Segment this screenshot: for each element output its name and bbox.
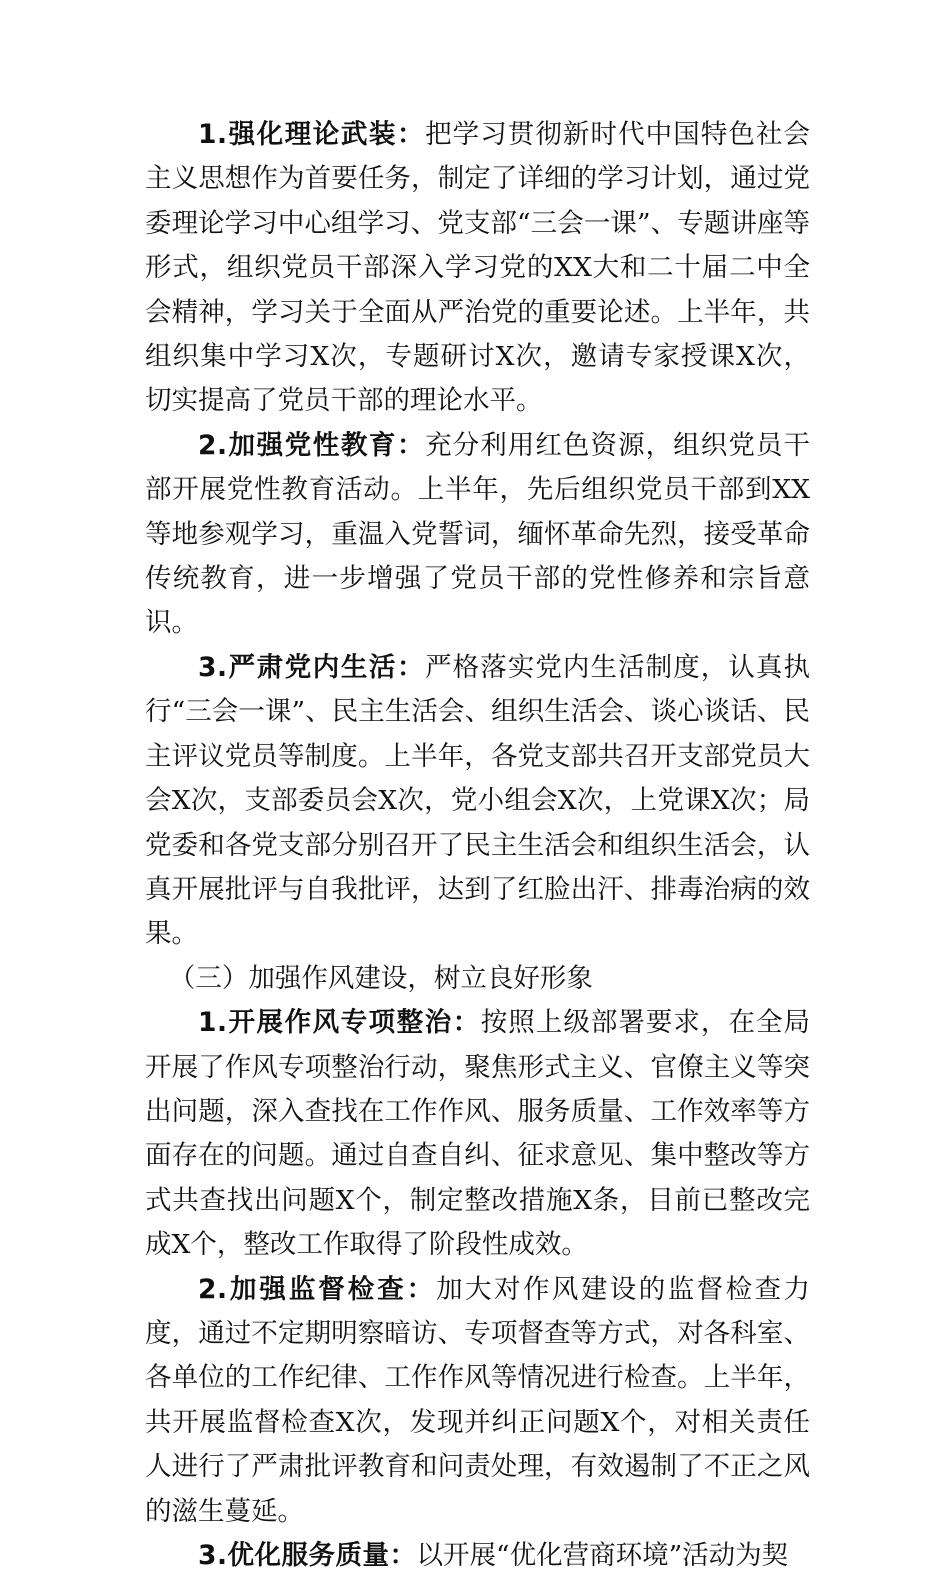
paragraph-body: 加大对作风建设的监督检查力度，通过不定期明察暗访、专项督查等方式，对各科室、各单位的工作纪律、工作作风等情况进行检查。上半年，共开展监督检查X次，发现并纠正问题X个，对相关责任人进行了严肃批评教育和问责处理，有效遏制了不正之风的滋生蔓延。 bbox=[145, 1273, 810, 1527]
paragraph-heading: 1.开展作风专项整治： bbox=[198, 1007, 481, 1039]
paragraph-body: 以开展“优化营商环境”活动为契 bbox=[416, 1540, 789, 1571]
section-title: （三）加强作风建设，树立良好形象 bbox=[168, 962, 593, 994]
paragraph-style-rectification bbox=[145, 1001, 810, 1267]
paragraph-heading: 3.优化服务质量： bbox=[198, 1540, 417, 1571]
paragraph-body: 按照上级部署要求，在全局开展了作风专项整治行动，聚焦形式主义、官僚主义等突出问题，深入查找在工作作风、服务质量、工作效率等方面存在的问题。通过自查自纠、征求意见、集中整改等方式共查找出问题X个，制定整改措施X条，目前已整改完成X个，整改工作取得了阶段性成效。 bbox=[145, 1007, 811, 1261]
paragraph-body: 把学习贯彻新时代中国特色社会主义思想作为首要任务，制定了详细的学习计划，通过党委理论学习中心组学习、党支部“三会一课”、专题讲座等形式，组织党员干部深入学习党的XX大和二十届二中全会精神，学习关于全面从严治党的重要论述。上半年，共组织集中学习X次，专题研讨X次，邀请专家授课X次，切实提高了党员干部的理论水平。 bbox=[145, 119, 810, 417]
paragraph-heading: 3.严肃党内生活： bbox=[198, 651, 426, 683]
paragraph-theory-study bbox=[145, 113, 810, 424]
paragraph-party-life bbox=[145, 646, 810, 957]
paragraph-body: 充分利用红色资源，组织党员干部开展党性教育活动。上半年，先后组织党员干部到XX等地参观学习，重温入党誓词，缅怀革命先烈，接受革命传统教育，进一步增强了党员干部的党性修养和宗旨意识。 bbox=[145, 429, 810, 639]
paragraph-supervision bbox=[145, 1268, 810, 1534]
paragraph-heading: 2.加强监督检查： bbox=[198, 1273, 437, 1305]
paragraph-service-quality bbox=[145, 1534, 810, 1578]
paragraph-body: 严格落实党内生活制度，认真执行“三会一课”、民主生活会、组织生活会、谈心谈话、民主评议党员等制度。上半年，各党支部共召开支部党员大会X次，支部委员会X次，党小组会X次，上党课X次；局党委和各党支部分别召开了民主生活会和组织生活会，认真开展批评与自我批评，达到了红脸出汗、排毒治病的效果。 bbox=[145, 651, 810, 950]
paragraph-party-education bbox=[145, 424, 810, 646]
paragraph-heading: 2.加强党性教育： bbox=[198, 429, 426, 461]
document-page bbox=[145, 113, 810, 1578]
paragraph-heading: 1.强化理论武装： bbox=[198, 119, 426, 150]
